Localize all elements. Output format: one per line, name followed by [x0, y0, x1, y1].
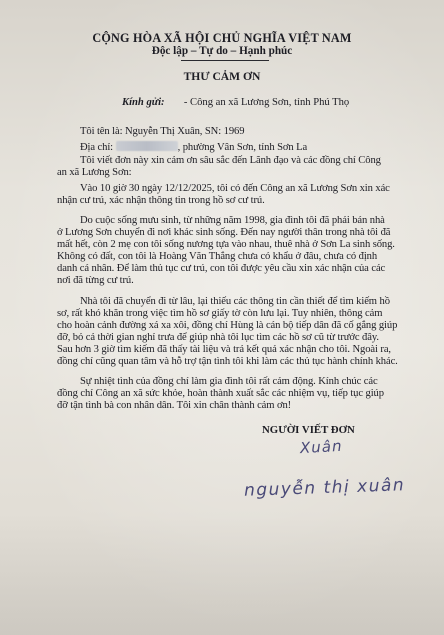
handwritten-signature: Xuân	[299, 436, 343, 458]
p4-line-5: Sau hơn 3 giờ tìm kiếm đã thấy tài liệu và trả kết quả xác nhận cho tôi. Ngoài ra,	[57, 344, 391, 355]
signer-label: NGƯỜI VIẾT ĐƠN	[262, 424, 355, 436]
recipient-label: Kính gửi:	[122, 97, 165, 108]
p5-line-2: đồng chí Công an xã sức khỏe, hoàn thành xuất sắc các nhiệm vụ, tiếp tục giúp	[57, 388, 384, 399]
name-line: Tôi tên là: Nguyễn Thị Xuân, SN: 1969	[80, 126, 245, 137]
handwritten-full-name: nguyễn thị xuân	[243, 475, 406, 501]
p3-line-3: mất hết, còn 2 mẹ con tôi sống nương tựa vào nhau, thuê nhà ở Sơn La sinh sống.	[57, 239, 395, 250]
recipient-line	[122, 97, 349, 108]
p5-line-3: đỡ tận tình bà con nhân dân. Tôi xin chân thành cảm ơn!	[57, 400, 292, 411]
recipient-value: - Công an xã Lương Sơn, tỉnh Phú Thọ	[183, 97, 350, 108]
p3-line-6: nơi đã từng cư trú.	[57, 275, 134, 286]
intro-line-2: an xã Lương Sơn:	[57, 167, 132, 178]
letter-title: THƯ CẢM ƠN	[183, 70, 261, 83]
motto-underline	[181, 60, 269, 61]
p2-line-2: nhận cư trú, xác nhận thông tin trong hồ sơ cư trú.	[57, 195, 265, 206]
p3-line-4: Không có đất, con tôi là Hoàng Văn Thắng chưa có khẩu ở đâu, chưa có định	[57, 251, 378, 262]
p4-line-2: sơ, rất khó khăn trong việc tìm hồ sơ giấy tờ còn lưu lại. Tuy nhiên, thông cảm	[57, 308, 383, 319]
p3-line-1: Do cuộc sống mưu sinh, từ những năm 1998, gia đình tôi đã phải bán nhà	[80, 215, 385, 226]
redacted-address	[116, 141, 178, 151]
address-line	[80, 141, 307, 153]
p4-line-6: đồng chí cũng quan tâm và hỗ trợ tận tình tôi khi làm các thủ tục hành chính khác.	[57, 356, 398, 367]
address-label: Địa chỉ:	[80, 142, 114, 153]
p4-line-4: đỡ, bỏ cả thời gian nghỉ trưa để giúp nhà tôi lục tìm các hồ sơ cũ từ trước đây.	[57, 332, 379, 343]
national-title: CỘNG HÒA XÃ HỘI CHỦ NGHĨA VIỆT NAM	[92, 31, 352, 45]
p2-line-1: Vào 10 giờ 30 ngày 12/12/2025, tôi có đến Công an xã Lương Sơn xin xác	[80, 183, 390, 194]
p4-line-1: Nhà tôi đã chuyển đi từ lâu, lại thiếu các thông tin cần thiết để tìm kiếm hồ	[80, 296, 390, 307]
intro-line-1: Tôi viết đơn này xin cảm ơn sâu sắc đến Lãnh đạo và các đồng chí Công	[80, 155, 381, 166]
p3-line-2: ở Lương Sơn chuyển đi nơi khác sinh sống. Đến nay người thân trong nhà tôi đã	[57, 227, 391, 238]
p3-line-5: danh cá nhân. Để làm thủ tục cư trú, con tôi được yêu cầu xin xác nhận của các	[57, 263, 386, 274]
paper-shadow	[0, 515, 444, 635]
p5-line-1: Sự nhiệt tình của đồng chí làm gia đình tôi rất cảm động. Kính chúc các	[80, 376, 378, 387]
p4-line-3: cho hoàn cảnh đường xá xa xôi, đồng chí Hùng là cán bộ tiếp dân đã cố gắng giúp	[57, 320, 398, 331]
address-value: , phường Vân Sơn, tỉnh Sơn La	[177, 142, 308, 153]
national-motto: Độc lập – Tự do – Hạnh phúc	[151, 45, 293, 57]
